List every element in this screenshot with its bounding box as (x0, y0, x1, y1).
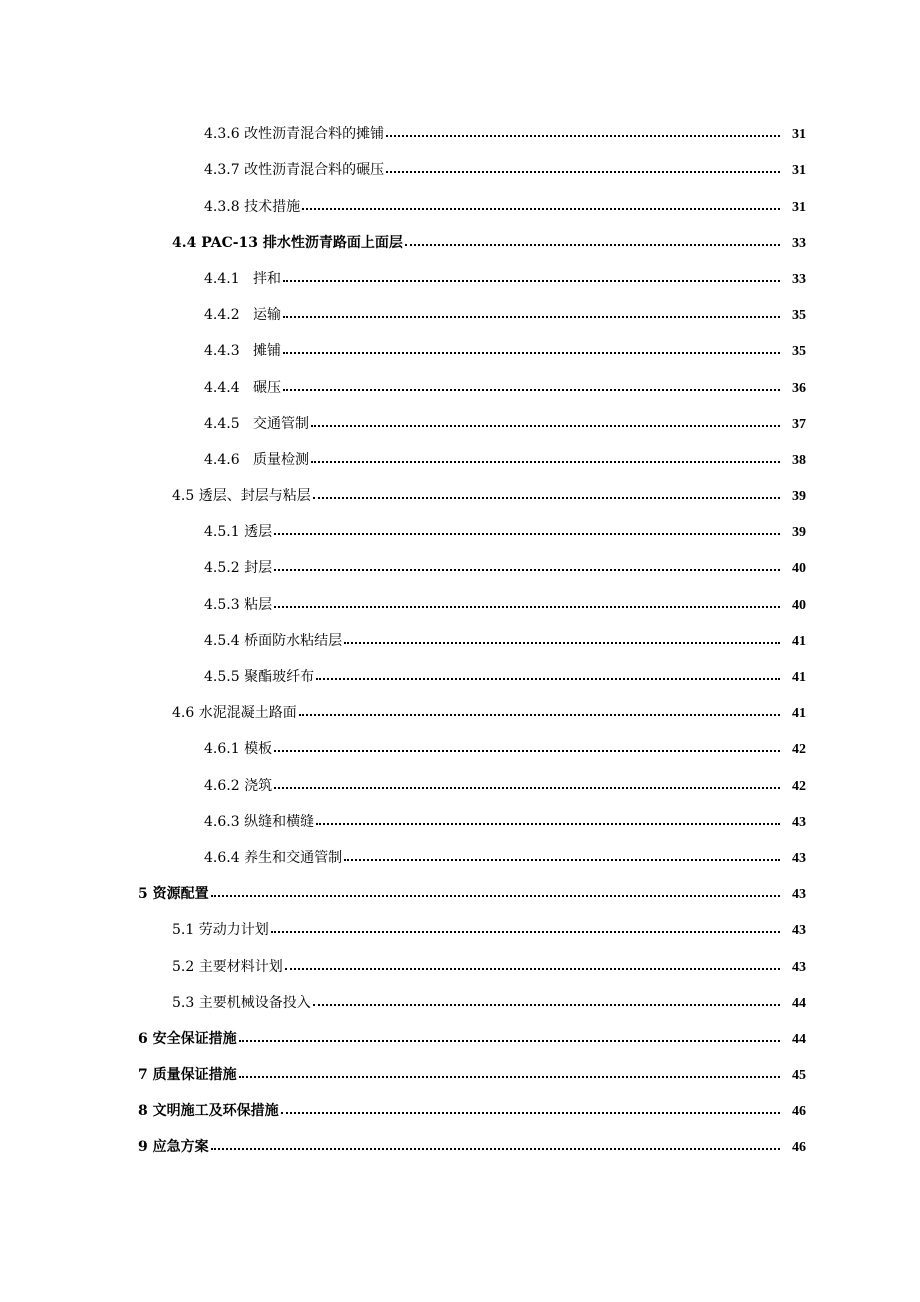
toc-entry[interactable] (0, 836, 920, 872)
toc-entry-label: 4.4.4 碾压 (204, 379, 281, 396)
dot-leader (274, 787, 780, 789)
toc-entry-label: 4.3.8 技术措施 (204, 198, 301, 215)
toc-entry-label: 4.5.5 聚酯玻纤布 (204, 669, 315, 685)
toc-entry[interactable] (0, 944, 920, 980)
toc-entry-label: 4.4.1 拌和 (204, 270, 281, 287)
toc-entry-label: 5.3 主要机械设备投入 (172, 994, 311, 1011)
toc-entry-page: 31 (792, 127, 806, 143)
toc-entry-page: 31 (792, 199, 806, 215)
toc-entry-page: 43 (792, 923, 806, 939)
dot-leader (283, 280, 780, 282)
toc-entry-page: 43 (792, 959, 806, 975)
dot-leader (274, 569, 780, 571)
toc-entry-page: 46 (792, 1140, 806, 1156)
toc-entry[interactable] (0, 474, 920, 510)
dot-leader (405, 244, 780, 246)
toc-entry-label: 8 文明施工及环保措施 (138, 1103, 279, 1120)
toc-entry[interactable] (0, 112, 920, 148)
dot-leader (311, 425, 780, 427)
dot-leader (211, 895, 780, 897)
toc-entry-page: 45 (792, 1068, 806, 1084)
toc-entry-label: 4.4.6 质量检测 (204, 451, 309, 468)
dot-leader (302, 208, 780, 210)
toc-entry-label: 4.6.1 模板 (204, 741, 273, 758)
toc-entry-label: 4.5.3 粘层 (204, 596, 273, 613)
toc-entry-label: 4.4 PAC-13 排水性沥青路面上面层 (172, 234, 403, 251)
toc-entry[interactable] (0, 1017, 920, 1053)
table-of-contents (0, 112, 920, 1161)
toc-entry[interactable] (0, 148, 920, 184)
toc-entry-page: 44 (792, 1031, 806, 1047)
dot-leader (386, 135, 780, 137)
toc-entry-label: 4.6 水泥混凝土路面 (172, 705, 297, 722)
toc-entry[interactable] (0, 402, 920, 438)
toc-entry[interactable] (0, 908, 920, 944)
toc-entry-label: 4.4.2 运输 (204, 307, 281, 324)
toc-entry[interactable] (0, 1053, 920, 1089)
toc-entry[interactable] (0, 257, 920, 293)
toc-entry-page: 40 (792, 561, 806, 577)
toc-entry[interactable] (0, 981, 920, 1017)
toc-entry-label: 5 资源配置 (138, 886, 209, 903)
toc-entry-page: 42 (792, 742, 806, 758)
toc-entry-label: 4.4.3 摊铺 (204, 343, 281, 360)
dot-leader (283, 352, 780, 354)
toc-entry[interactable] (0, 329, 920, 365)
toc-entry[interactable] (0, 221, 920, 257)
toc-entry-label: 4.6.4 养生和交通管制 (204, 849, 343, 866)
toc-entry-page: 36 (792, 380, 806, 396)
dot-leader (316, 823, 780, 825)
toc-entry-page: 39 (792, 489, 806, 505)
toc-entry[interactable] (0, 1125, 920, 1161)
toc-entry-page: 39 (792, 525, 806, 541)
toc-entry-label: 7 质量保证措施 (138, 1067, 237, 1084)
dot-leader (239, 1040, 780, 1042)
toc-entry[interactable] (0, 438, 920, 474)
dot-leader (285, 968, 780, 970)
toc-entry-page: 31 (792, 163, 806, 179)
toc-entry-page: 41 (792, 670, 806, 685)
toc-entry-label: 4.3.7 改性沥青混合料的碾压 (204, 162, 385, 179)
toc-entry-page: 40 (792, 597, 806, 613)
toc-entry-label: 6 安全保证措施 (138, 1030, 237, 1047)
toc-entry[interactable] (0, 582, 920, 618)
toc-entry-label: 5.2 主要材料计划 (172, 958, 283, 975)
dot-leader (271, 931, 780, 933)
toc-entry-page: 43 (792, 850, 806, 866)
dot-leader (283, 316, 780, 318)
toc-entry-label: 4.3.6 改性沥青混合料的摊铺 (204, 126, 385, 143)
toc-entry-label: 9 应急方案 (138, 1139, 209, 1156)
toc-entry-label: 4.6.2 浇筑 (204, 777, 273, 794)
dot-leader (313, 1004, 780, 1006)
toc-entry-page: 43 (792, 814, 806, 830)
toc-entry[interactable] (0, 293, 920, 329)
toc-entry-label: 4.6.3 纵缝和横缝 (204, 813, 315, 830)
toc-entry-page: 41 (792, 633, 806, 649)
dot-leader (344, 642, 780, 644)
toc-entry[interactable] (0, 619, 920, 655)
dot-leader (274, 606, 780, 608)
toc-entry[interactable] (0, 546, 920, 582)
toc-entry[interactable] (0, 365, 920, 401)
toc-entry[interactable] (0, 763, 920, 799)
toc-entry-label: 4.5 透层、封层与粘层 (172, 488, 311, 505)
dot-leader (299, 714, 780, 716)
toc-entry[interactable] (0, 800, 920, 836)
dot-leader (239, 1076, 780, 1078)
toc-entry[interactable] (0, 510, 920, 546)
toc-entry-page: 33 (792, 235, 806, 251)
toc-entry[interactable] (0, 727, 920, 763)
dot-leader (281, 1112, 780, 1114)
dot-leader (274, 533, 780, 535)
dot-leader (344, 859, 780, 861)
dot-leader (386, 171, 780, 173)
toc-entry-label: 4.5.1 透层 (204, 524, 273, 541)
toc-entry-page: 35 (792, 308, 806, 324)
toc-entry-page: 33 (792, 271, 806, 287)
toc-entry[interactable] (0, 1089, 920, 1125)
toc-entry-label: 4.4.5 交通管制 (204, 415, 309, 432)
dot-leader (313, 497, 780, 499)
toc-entry[interactable] (0, 691, 920, 727)
toc-entry-label: 5.1 劳动力计划 (172, 922, 269, 939)
dot-leader (283, 389, 780, 391)
toc-entry-page: 44 (792, 995, 806, 1011)
toc-entry-page: 41 (792, 706, 806, 722)
toc-entry-page: 43 (792, 887, 806, 903)
dot-leader (211, 1148, 780, 1150)
dot-leader (316, 678, 780, 680)
toc-entry[interactable] (0, 655, 920, 691)
toc-entry[interactable] (0, 872, 920, 908)
toc-entry-page: 46 (792, 1104, 806, 1120)
toc-entry-label: 4.5.2 封层 (204, 560, 273, 577)
toc-entry-page: 37 (792, 416, 806, 432)
dot-leader (274, 750, 780, 752)
dot-leader (311, 461, 780, 463)
toc-entry-page: 35 (792, 344, 806, 360)
toc-entry-page: 42 (792, 778, 806, 794)
toc-entry-label: 4.5.4 桥面防水粘结层 (204, 632, 343, 649)
toc-entry-page: 38 (792, 452, 806, 468)
toc-entry[interactable] (0, 184, 920, 220)
